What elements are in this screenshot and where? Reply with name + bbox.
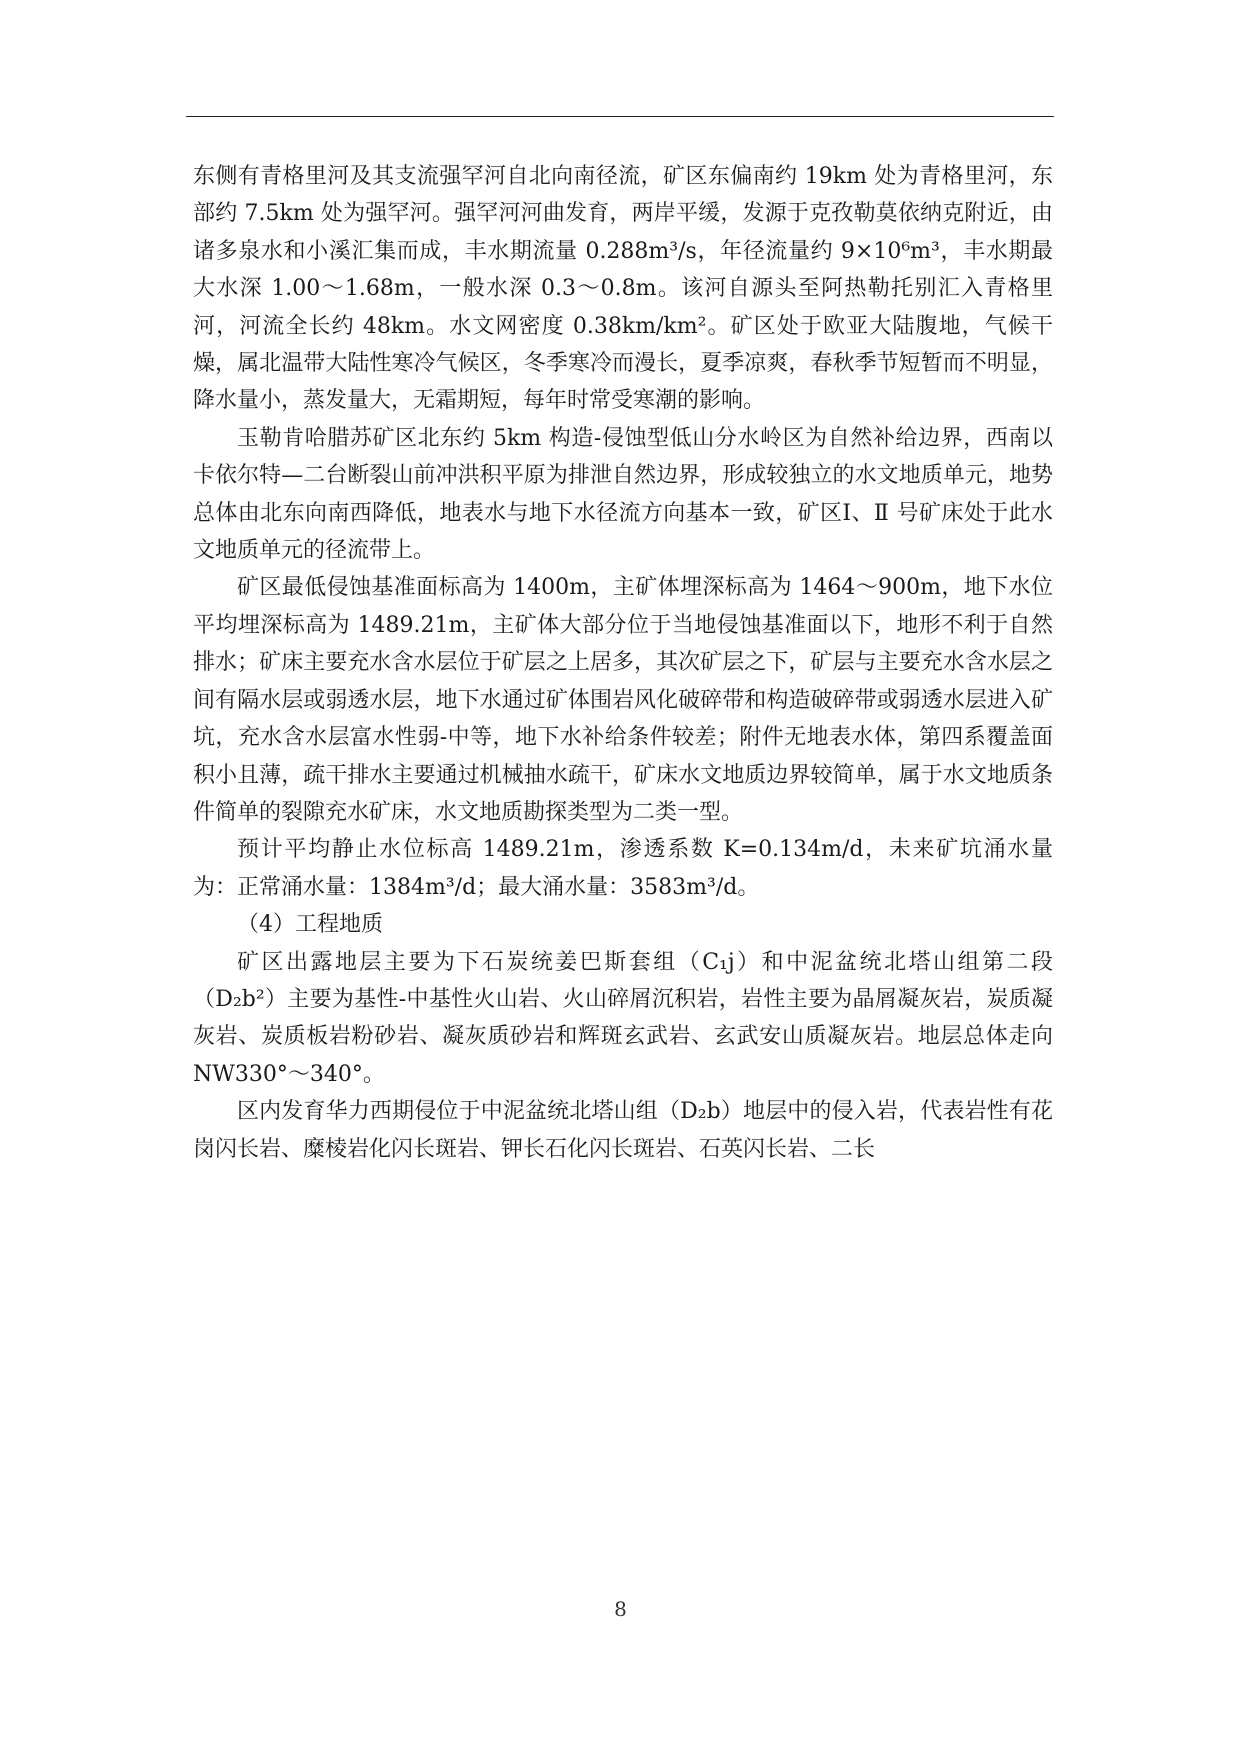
section-heading-engineering-geology: （4）工程地质 bbox=[237, 912, 383, 938]
paragraph-strata: 矿区出露地层主要为下石炭统姜巴斯套组（C₁j）和中泥盆统北塔山组第二段（D₂b²）主要为基性-中基性火山岩、火山碎屑沉积岩，岩性主要为晶屑凝灰岩，炭质凝灰岩、炭质板岩粉砂岩、凝灰质砂岩和辉斑玄武岩、玄武安山质凝灰岩。地层总体走向 NW330°～340°。 bbox=[193, 949, 1053, 1087]
paragraph-water-inflow: 预计平均静止水位标高 1489.21m，渗透系数 K=0.134m/d，未来矿坑涌水量为：正常涌水量：1384m³/d；最大涌水量：3583m³/d。 bbox=[193, 837, 1053, 900]
page-number: 8 bbox=[614, 1597, 627, 1621]
paragraph-intrusive-rocks: 区内发育华力西期侵位于中泥盆统北塔山组（D₂b）地层中的侵入岩，代表岩性有花岗闪长岩、糜棱岩化闪长斑岩、钾长石化闪长斑岩、石英闪长岩、二长 bbox=[193, 1099, 1053, 1162]
paragraph-hydrogeologic-unit: 玉勒肯哈腊苏矿区北东约 5km 构造-侵蚀型低山分水岭区为自然补给边界，西南以卡依尔特—二台断裂山前冲洪积平原为排泄自然边界，形成较独立的水文地质单元，地势总体由北东向南西降低，地表水与地下水径流方向基本一致，矿区Ⅰ、Ⅱ 号矿床处于此水文地质单元的径流带上。 bbox=[193, 425, 1053, 564]
paragraph-groundwater-conditions: 矿区最低侵蚀基准面标高为 1400m，主矿体埋深标高为 1464～900m，地下水位平均埋深标高为 1489.21m，主矿体大部分位于当地侵蚀基准面以下，地形不利于自然排水；矿床主要充水含水层位于矿层之上居多，其次矿层之下，矿层与主要充水含水层之间有隔水层或弱透水层，地下水通过矿体围岩风化破碎带和构造破碎带或弱透水层进入矿坑，充水含水层富水性弱-中等，地下水补给条件较差；附件无地表水体，第四系覆盖面积小且薄，疏干排水主要通过机械抽水疏干，矿床水文地质边界较简单，属于水文地质条件简单的裂隙充水矿床，水文地质勘探类型为二类一型。 bbox=[193, 575, 1053, 825]
body-text bbox=[193, 158, 1053, 1168]
header-rule bbox=[186, 116, 1054, 117]
paragraph-hydrology-river: 东侧有青格里河及其支流强罕河自北向南径流，矿区东偏南约 19km 处为青格里河，东部约 7.5km 处为强罕河。强罕河河曲发育，两岸平缓，发源于克孜勒莫依纳克附近，由诸多泉水和小溪汇集而成，丰水期流量 0.288m³/s，年径流量约 9×10⁶m³，丰水期最大水深 1.00～1.68m，一般水深 0.3～0.8m。该河自源头至阿热勒托别汇入青格里河，河流全长约 48km。水文网密度 0.38km/km²。矿区处于欧亚大陆腹地，气候干燥，属北温带大陆性寒冷气候区，冬季寒冷而漫长，夏季凉爽，春秋季节短暂而不明显，降水量小，蒸发量大，无霜期短，每年时常受寒潮的影响。 bbox=[193, 164, 1053, 414]
